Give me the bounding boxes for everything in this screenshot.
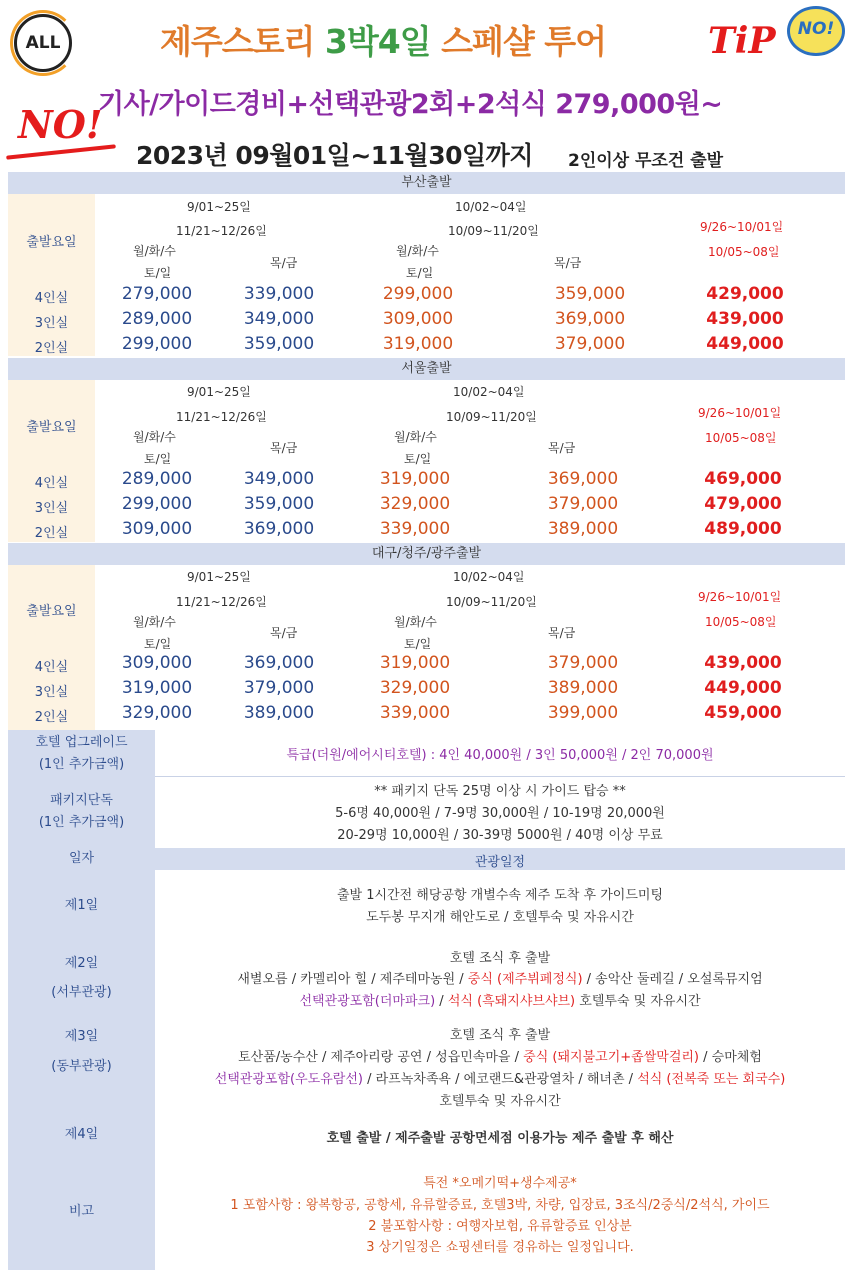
period-1b: 11/21~12/26일 bbox=[176, 595, 267, 609]
price-cell: 289,000 bbox=[121, 469, 193, 489]
period-3b: 10/05~08일 bbox=[705, 615, 777, 629]
title-part-3: 스페샬 투어 bbox=[430, 22, 606, 61]
title-part-1: 제주스토리 bbox=[160, 22, 325, 61]
day-3-option: 선택관광포함(우도유람선) bbox=[214, 1072, 363, 1087]
price-cell: 339,000 bbox=[379, 519, 451, 539]
weekday-c: 목/금 bbox=[548, 626, 576, 640]
price-cell: 399,000 bbox=[547, 703, 619, 723]
day-2-sublabel: (서부관광) bbox=[51, 985, 112, 1000]
period-3a: 9/26~10/01일 bbox=[698, 590, 782, 604]
divider bbox=[155, 776, 845, 777]
period-3a: 9/26~10/01일 bbox=[700, 220, 784, 234]
price-cell: 359,000 bbox=[243, 334, 315, 354]
period-2b: 10/09~11/20일 bbox=[446, 410, 537, 424]
day-3-label: 제3일 bbox=[64, 1029, 99, 1044]
note-line-1: 특전 *오메기떡+생수제공* bbox=[423, 1176, 577, 1191]
day-2-dinner: 석식 (흑돼지샤브샤브) bbox=[447, 994, 576, 1009]
price-cell: 389,000 bbox=[547, 678, 619, 698]
note-line-4: 3 상기일정은 쇼핑센터를 경유하는 일정입니다. bbox=[366, 1240, 634, 1255]
price-cell: 329,000 bbox=[379, 494, 451, 514]
price-cell: 369,000 bbox=[243, 653, 315, 673]
price-cell: 319,000 bbox=[121, 678, 193, 698]
price-cell: 369,000 bbox=[547, 469, 619, 489]
day-2-sep: / bbox=[435, 994, 448, 1009]
weekday-a: 월/화/수 bbox=[396, 244, 439, 258]
day-2-lunch: 중식 (제주뷔페정식) bbox=[467, 972, 583, 987]
tip-label: TiP bbox=[708, 20, 776, 62]
room-label-3: 3인실 bbox=[34, 316, 69, 331]
price-cell: 369,000 bbox=[243, 519, 315, 539]
day-1-label: 제1일 bbox=[64, 898, 99, 913]
price-cell: 369,000 bbox=[554, 309, 626, 329]
section-header-daegu: 대구/청주/광주출발 bbox=[8, 543, 845, 565]
day-2-line-3 bbox=[155, 990, 845, 1009]
price-cell: 459,000 bbox=[704, 703, 782, 723]
weekday-b: 토/일 bbox=[404, 452, 432, 466]
day-3-line-2c: / 승마체험 bbox=[699, 1050, 762, 1065]
weekday-b: 토/일 bbox=[144, 637, 172, 651]
weekday-c: 목/금 bbox=[554, 256, 582, 270]
price-cell: 389,000 bbox=[547, 519, 619, 539]
day-2-line-2 bbox=[155, 968, 845, 987]
depart-day-label: 출발요일 bbox=[26, 420, 77, 435]
all-badge bbox=[14, 14, 72, 72]
weekday-b: 토/일 bbox=[406, 266, 434, 280]
weekday-a: 월/화/수 bbox=[394, 430, 437, 444]
price-cell: 469,000 bbox=[704, 469, 782, 489]
side-column bbox=[8, 194, 95, 356]
room-label-4: 4인실 bbox=[34, 291, 69, 306]
room-label-4: 4인실 bbox=[34, 476, 69, 491]
weekday-c: 목/금 bbox=[270, 626, 298, 640]
price-cell: 299,000 bbox=[121, 334, 193, 354]
period-1b: 11/21~12/26일 bbox=[176, 410, 267, 424]
weekday-c: 목/금 bbox=[270, 441, 298, 455]
price-cell: 389,000 bbox=[243, 703, 315, 723]
day-4-label: 제4일 bbox=[64, 1127, 99, 1142]
day-3-dinner: 석식 (전복죽 또는 회국수) bbox=[637, 1072, 786, 1087]
price-cell: 449,000 bbox=[706, 334, 784, 354]
title-part-2: 3박4일 bbox=[324, 22, 431, 61]
price-cell: 439,000 bbox=[704, 653, 782, 673]
price-table-daegu bbox=[8, 565, 845, 730]
weekday-a: 월/화/수 bbox=[133, 430, 176, 444]
depart-day-label: 출발요일 bbox=[26, 604, 77, 619]
subtitle: 기사/가이드경비+선택관광2회+2석식 279,000원~ bbox=[98, 89, 723, 120]
price-cell: 299,000 bbox=[121, 494, 193, 514]
package-line-1: ** 패키지 단독 25명 이상 시 가이드 탑승 ** bbox=[374, 784, 626, 799]
day-2-line-2c: / 송악산 둘레길 / 오설록뮤지엄 bbox=[582, 972, 763, 987]
period-3b: 10/05~08일 bbox=[705, 431, 777, 445]
section-header-seoul: 서울출발 bbox=[8, 358, 845, 380]
price-cell: 299,000 bbox=[382, 284, 454, 304]
price-cell: 309,000 bbox=[382, 309, 454, 329]
depart-day-label: 출발요일 bbox=[26, 235, 77, 250]
price-cell: 339,000 bbox=[379, 703, 451, 723]
price-cell: 279,000 bbox=[121, 284, 193, 304]
note-line-2: 1 포함사항 : 왕복항공, 공항세, 유류할증료, 호텔3박, 차량, 입장료, 3조식/2중식/2석식, 가이드 bbox=[230, 1198, 770, 1213]
price-cell: 439,000 bbox=[706, 309, 784, 329]
day-3-lunch: 중식 (돼지불고기+좁쌀막걸리) bbox=[523, 1050, 700, 1065]
room-label-3: 3인실 bbox=[34, 501, 69, 516]
price-cell: 329,000 bbox=[379, 678, 451, 698]
price-cell: 379,000 bbox=[554, 334, 626, 354]
room-label-3: 3인실 bbox=[34, 685, 69, 700]
price-cell: 289,000 bbox=[121, 309, 193, 329]
period-1b: 11/21~12/26일 bbox=[176, 224, 267, 238]
price-table-busan bbox=[8, 194, 845, 356]
day-3-sublabel: (동부관광) bbox=[51, 1059, 112, 1074]
day-3-line-2a: 토산품/농수산 / 제주아리랑 공연 / 성읍민속마을 / bbox=[238, 1050, 524, 1065]
period-1a: 9/01~25일 bbox=[187, 385, 251, 399]
price-cell: 489,000 bbox=[704, 519, 782, 539]
no-stamp-text: NO! bbox=[18, 102, 103, 147]
room-label-2: 2인실 bbox=[34, 710, 69, 725]
period-2a: 10/02~04일 bbox=[455, 200, 527, 214]
price-cell: 339,000 bbox=[243, 284, 315, 304]
price-table-seoul bbox=[8, 380, 845, 542]
period-2b: 10/09~11/20일 bbox=[448, 224, 539, 238]
price-cell: 379,000 bbox=[547, 494, 619, 514]
package-line-2: 5-6명 40,000원 / 7-9명 30,000원 / 10-19명 20,000원 bbox=[335, 806, 665, 821]
day-2-option: 선택관광포함(더마파크) bbox=[299, 994, 436, 1009]
room-label-2: 2인실 bbox=[34, 341, 69, 356]
day-3-line-2 bbox=[155, 1046, 845, 1065]
date-range: 2023년 09월01일~11월30일까지 bbox=[136, 141, 533, 170]
no-speech-bubble-icon bbox=[787, 6, 845, 56]
price-cell: 449,000 bbox=[704, 678, 782, 698]
price-cell: 429,000 bbox=[706, 284, 784, 304]
note-line-3: 2 불포함사항 : 여행자보험, 유류할증료 인상분 bbox=[368, 1219, 632, 1234]
price-cell: 319,000 bbox=[382, 334, 454, 354]
upgrade-sublabel: (1인 추가금액) bbox=[38, 757, 125, 772]
day-3-line-3 bbox=[155, 1068, 845, 1087]
note-label: 비고 bbox=[68, 1204, 95, 1219]
period-1a: 9/01~25일 bbox=[187, 570, 251, 584]
price-cell: 379,000 bbox=[243, 678, 315, 698]
weekday-a: 월/화/수 bbox=[394, 615, 437, 629]
day-col-header: 일자 bbox=[68, 851, 95, 866]
day-2-line-3d: 호텔투숙 및 자유시간 bbox=[575, 994, 701, 1009]
price-cell: 349,000 bbox=[243, 309, 315, 329]
day-1-line-2: 도두봉 무지개 해안도로 / 호텔투숙 및 자유시간 bbox=[366, 910, 634, 925]
package-line-3: 20-29명 10,000원 / 30-39명 5000원 / 40명 이상 무료 bbox=[337, 828, 663, 843]
room-label-4: 4인실 bbox=[34, 660, 69, 675]
period-3a: 9/26~10/01일 bbox=[698, 406, 782, 420]
day-2-line-1: 호텔 조식 후 출발 bbox=[449, 951, 551, 966]
price-cell: 309,000 bbox=[121, 519, 193, 539]
price-cell: 319,000 bbox=[379, 469, 451, 489]
period-1a: 9/01~25일 bbox=[187, 200, 251, 214]
plan-col-header: 관광일정 bbox=[474, 855, 526, 870]
upgrade-label: 호텔 업그레이드 bbox=[35, 735, 128, 750]
date-note: 2인이상 무조건 출발 bbox=[568, 151, 724, 171]
package-label: 패키지단독 bbox=[50, 793, 113, 808]
section-header-busan: 부산출발 bbox=[8, 172, 845, 194]
weekday-b: 토/일 bbox=[144, 452, 172, 466]
day-2-label: 제2일 bbox=[64, 956, 99, 971]
weekday-c: 목/금 bbox=[270, 256, 298, 270]
price-cell: 359,000 bbox=[554, 284, 626, 304]
weekday-a: 월/화/수 bbox=[133, 244, 176, 258]
page-title bbox=[160, 16, 606, 63]
day-1-line-1: 출발 1시간전 해당공항 개별수속 제주 도착 후 가이드미팅 bbox=[336, 888, 664, 903]
weekday-a: 월/화/수 bbox=[133, 615, 176, 629]
price-cell: 359,000 bbox=[243, 494, 315, 514]
all-badge-text: ALL bbox=[25, 33, 61, 53]
no-bubble-text: NO! bbox=[797, 19, 835, 39]
price-cell: 479,000 bbox=[704, 494, 782, 514]
weekday-b: 토/일 bbox=[404, 637, 432, 651]
day-4-line-1: 호텔 출발 / 제주출발 공항면세점 이용가능 제주 출발 후 해산 bbox=[326, 1131, 674, 1146]
period-2a: 10/02~04일 bbox=[453, 570, 525, 584]
weekday-c: 목/금 bbox=[548, 441, 576, 455]
period-3b: 10/05~08일 bbox=[708, 245, 780, 259]
price-cell: 309,000 bbox=[121, 653, 193, 673]
day-3-line-3b: / 라프녹차족욕 / 에코랜드&관광열차 / 해녀촌 / bbox=[362, 1072, 638, 1087]
price-cell: 349,000 bbox=[243, 469, 315, 489]
price-cell: 319,000 bbox=[379, 653, 451, 673]
period-2b: 10/09~11/20일 bbox=[446, 595, 537, 609]
room-label-2: 2인실 bbox=[34, 526, 69, 541]
weekday-b: 토/일 bbox=[144, 266, 172, 280]
side-column bbox=[8, 380, 95, 542]
period-2a: 10/02~04일 bbox=[453, 385, 525, 399]
price-cell: 329,000 bbox=[121, 703, 193, 723]
price-cell: 379,000 bbox=[547, 653, 619, 673]
day-3-line-1: 호텔 조식 후 출발 bbox=[449, 1028, 551, 1043]
upgrade-text: 특급(더원/에어시티호텔) : 4인 40,000원 / 3인 50,000원 / 2인 70,000원 bbox=[286, 748, 714, 763]
day-2-line-2a: 새별오름 / 카멜리아 힐 / 제주테마농원 / bbox=[237, 972, 468, 987]
package-sublabel: (1인 추가금액) bbox=[38, 815, 125, 830]
day-3-line-4: 호텔투숙 및 자유시간 bbox=[439, 1094, 561, 1109]
